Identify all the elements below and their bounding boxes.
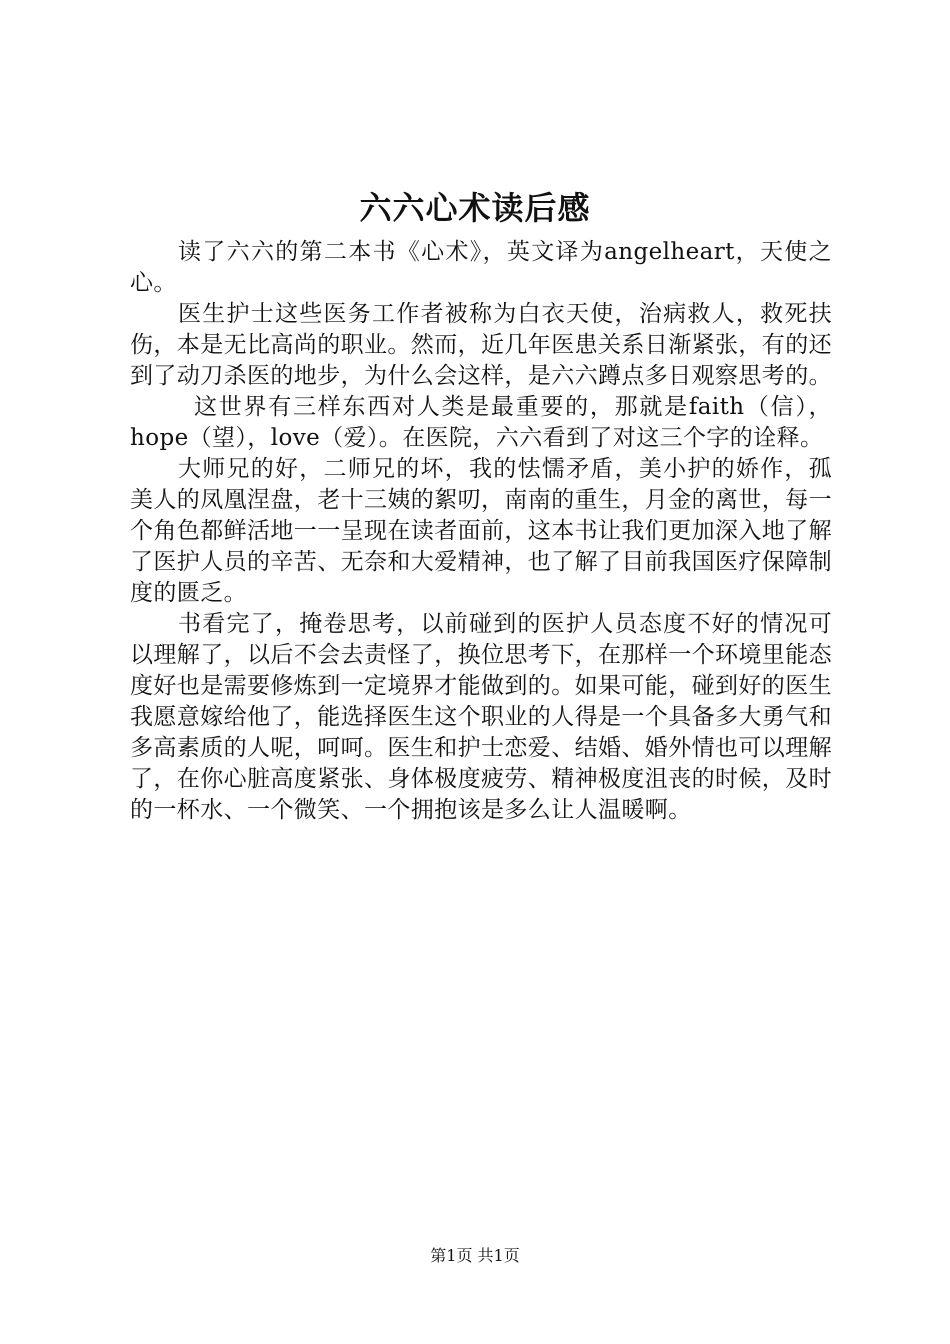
page-footer: 第1页 共1页 bbox=[430, 1246, 520, 1265]
paragraph-3: 这世界有三样东西对人类是最重要的，那就是faith（信），hope（望），love（爱）。在医院，六六看到了对这三个字的诠释。 bbox=[130, 394, 832, 451]
paragraph-4: 大师兄的好，二师兄的坏，我的怯懦矛盾，美小护的娇作，孤美人的凤凰涅盘，老十三姨的絮叨，南南的重生，月金的离世，每一个角色都鲜活地一一呈现在读者面前，这本书让我们更加深入地了解了医护人员的辛苦、无奈和大爱精神，也了解了目前我国医疗保障制度的匮乏。 bbox=[130, 456, 832, 606]
paragraph-1: 读了六六的第二本书《心术》，英文译为angelheart，天使之心。 bbox=[130, 239, 832, 296]
document-title: 六六心术读后感 bbox=[359, 189, 591, 227]
paragraph-2: 医生护士这些医务工作者被称为白衣天使，治病救人，救死扶伤，本是无比高尚的职业。然而，近几年医患关系日渐紧张，有的还到了动刀杀医的地步，为什么会这样，是六六蹲点多日观察思考的。 bbox=[130, 301, 832, 389]
paragraph-5: 书看完了，掩卷思考，以前碰到的医护人员态度不好的情况可以理解了，以后不会去责怪了，换位思考下，在那样一个环境里能态度好也是需要修炼到一定境界才能做到的。如果可能，碰到好的医生我愿意嫁给他了，能选择医生这个职业的人得是一个具备多大勇气和多高素质的人呢，呵呵。医生和护士恋爱、结婚、婚外情也可以理解了，在你心脏高度紧张、身体极度疲劳、精神极度沮丧的时候，及时的一杯水、一个微笑、一个拥抱该是多么让人温暖啊。 bbox=[130, 611, 832, 823]
document-body bbox=[130, 237, 832, 826]
